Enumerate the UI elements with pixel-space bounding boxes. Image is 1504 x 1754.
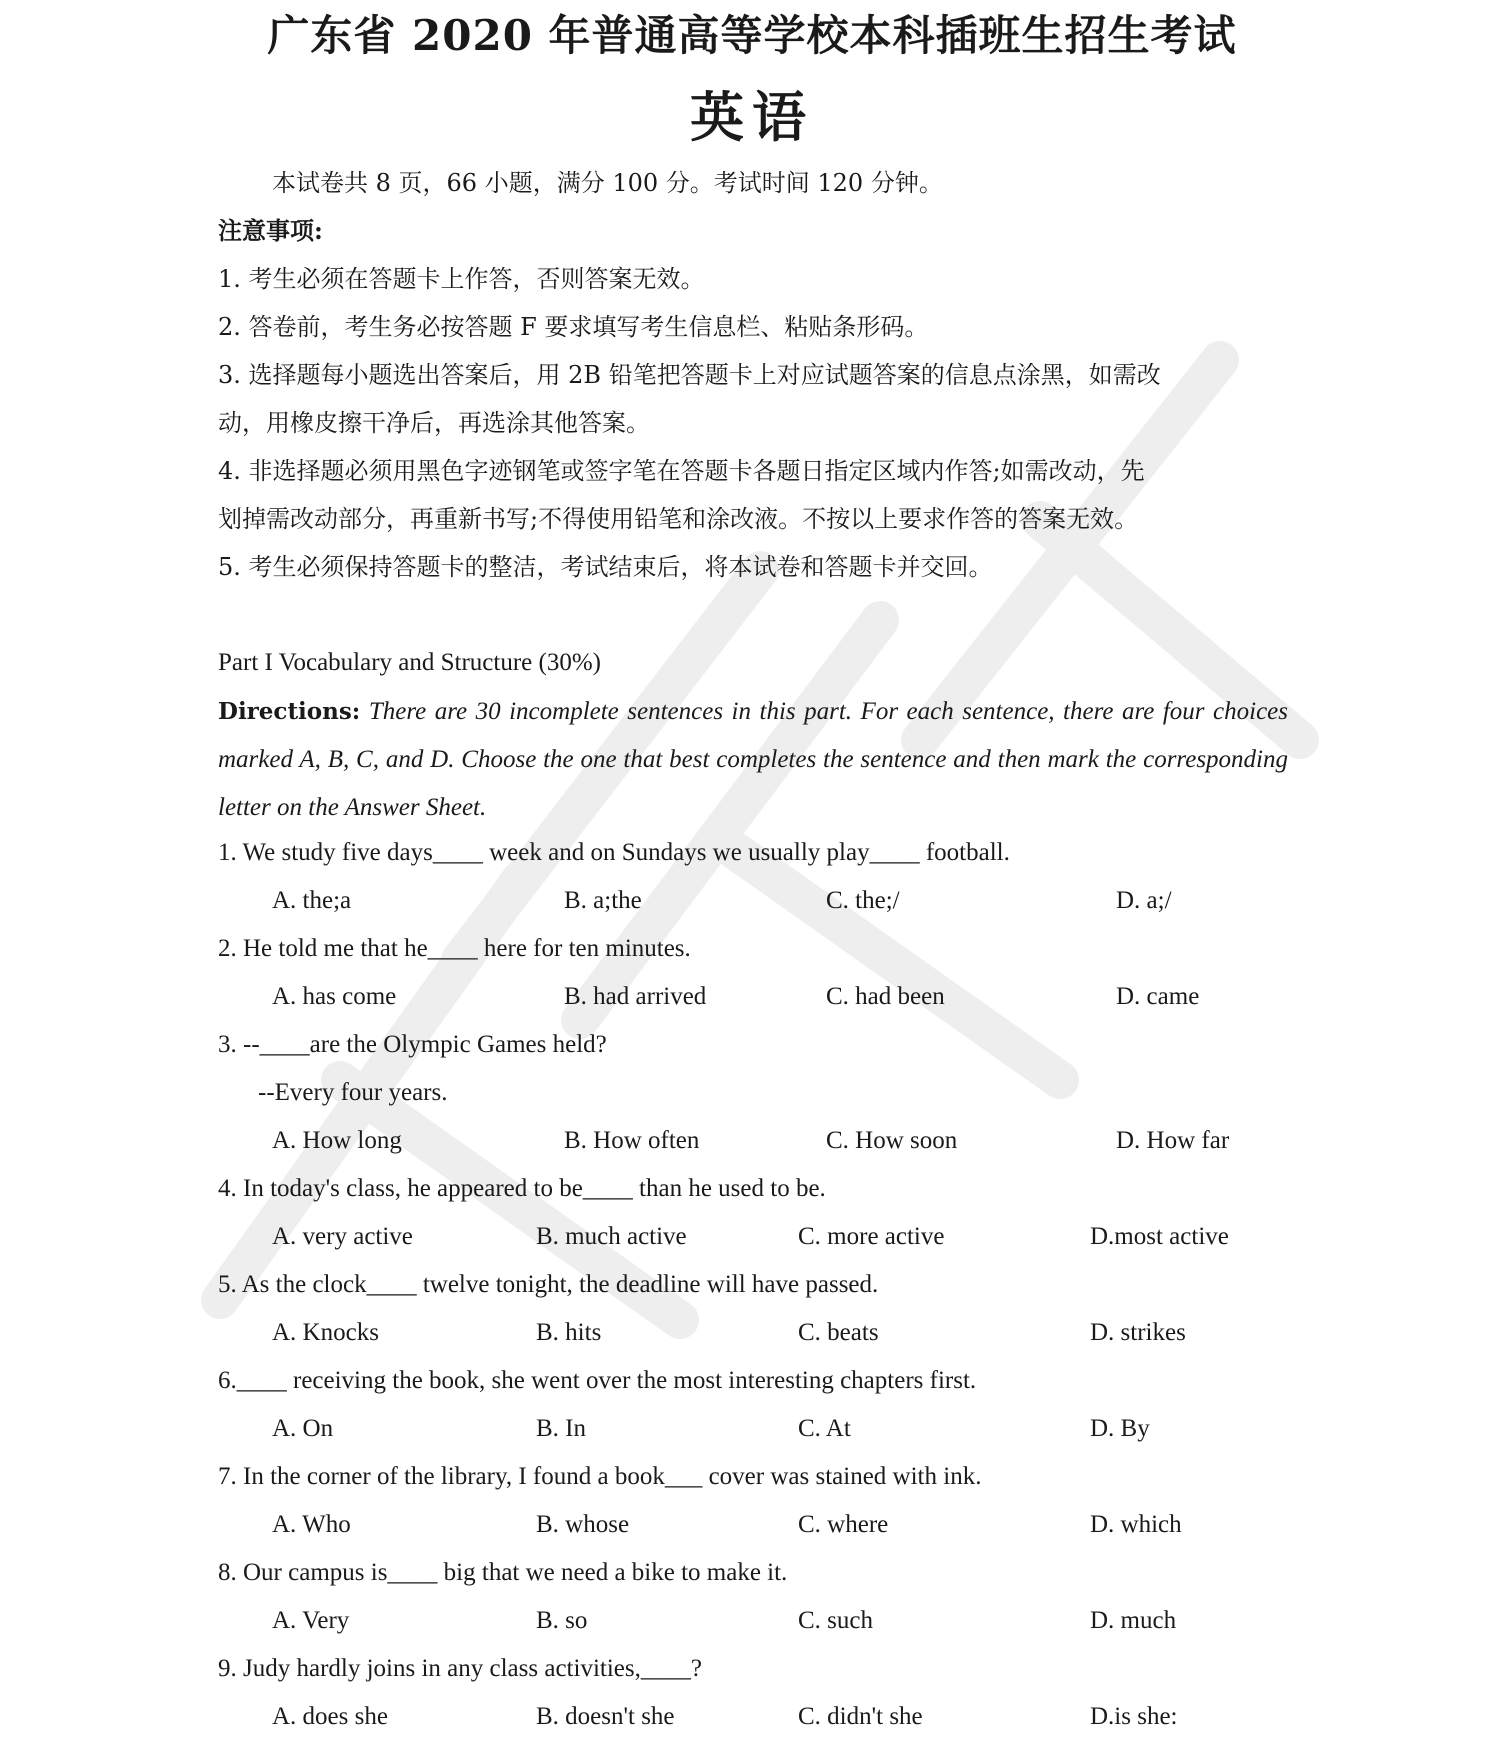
question-stem: 8. Our campus is____ big that we need a bike to make it. [218,1559,788,1586]
option-b: B. had arrived [564,983,707,1010]
notice-line: 4. 非选择题必须用黑色字迹钢笔或签字笔在答题卡各题日指定区域内作答;如需改动，先 [218,457,1145,485]
notice-line: 动，用橡皮擦干净后，再选涂其他答案。 [218,409,650,437]
question-stem: 1. We study five days____ week and on Sundays we usually play____ football. [218,839,1010,866]
option-c: C. had been [826,983,945,1010]
option-b: B. much active [536,1223,687,1250]
option-a: A. the;a [272,887,352,914]
option-b: B. How often [564,1127,700,1154]
option-b: B. hits [536,1319,602,1346]
option-d: D. strikes [1090,1319,1186,1346]
exam-intro: 本试卷共 8 页，66 小题，满分 100 分。考试时间 120 分钟。 [272,169,943,197]
option-b: B. whose [536,1511,630,1538]
option-d: D. a;/ [1116,887,1172,914]
question-stem: 4. In today's class, he appeared to be____ than he used to be. [218,1175,826,1202]
option-d: D. came [1116,983,1200,1010]
exam-title: 广东省 2020 年普通高等学校本科插班生招生考试 [267,11,1237,60]
option-a: A. Very [272,1607,350,1634]
notice-line: 3. 选择题每小题选出答案后，用 2B 铅笔把答题卡上对应试题答案的信息点涂黑，如需改 [218,361,1161,389]
notice-line: 2. 答卷前，考生务必按答题 F 要求填写考生信息栏、粘贴条形码。 [218,313,929,341]
option-d: D.is she: [1090,1703,1178,1730]
question-reply: --Every four years. [258,1079,448,1106]
directions [218,688,1288,832]
option-a: A. On [272,1415,334,1442]
notice-line: 5. 考生必须保持答题卡的整洁，考试结束后，将本试卷和答题卡并交回。 [218,553,993,581]
directions-text: There are 30 incomplete sentences in this part. For each sentence, there are four choices marked A, B, C, and D. Choose the one that best completes the sentence and then mark the corresponding letter on the Answer Sheet. [218,698,1289,821]
option-a: A. has come [272,983,397,1010]
question-stem: 2. He told me that he____ here for ten minutes. [218,935,691,962]
directions-label: Directions: [218,698,361,725]
option-b: B. In [536,1415,586,1442]
option-b: B. a;the [564,887,642,914]
exam-subject: 英语 [690,85,814,149]
question-stem: 5. As the clock____ twelve tonight, the deadline will have passed. [218,1271,879,1298]
option-c: C. the;/ [826,887,900,914]
option-c: C. How soon [826,1127,958,1154]
notice-line: 1. 考生必须在答题卡上作答，否则答案无效。 [218,265,705,293]
option-c: C. more active [798,1223,945,1250]
notice-line: 划掉需改动部分，再重新书写;不得使用铅笔和涂改液。不按以上要求作答的答案无效。 [218,505,1139,533]
option-d: D. which [1090,1511,1182,1538]
question-stem: 6.____ receiving the book, she went over the most interesting chapters first. [218,1367,977,1394]
option-c: C. At [798,1415,851,1442]
option-d: D. much [1090,1607,1177,1634]
question-stem: 3. --____are the Olympic Games held? [218,1031,607,1058]
option-a: A. very active [272,1223,413,1250]
question-stem: 9. Judy hardly joins in any class activities,____? [218,1655,702,1682]
part-heading: Part I Vocabulary and Structure (30%) [218,649,601,676]
option-c: C. where [798,1511,889,1538]
option-b: B. so [536,1607,588,1634]
option-d: D. By [1090,1415,1150,1442]
option-b: B. doesn't she [536,1703,675,1730]
option-a: A. Knocks [272,1319,379,1346]
option-c: C. didn't she [798,1703,923,1730]
option-c: C. such [798,1607,873,1634]
question-stem: 7. In the corner of the library, I found a book___ cover was stained with ink. [218,1463,982,1490]
option-a: A. does she [272,1703,388,1730]
option-c: C. beats [798,1319,879,1346]
option-a: A. Who [272,1511,351,1538]
notice-heading: 注意事项: [218,216,323,245]
option-d: D. How far [1116,1127,1230,1154]
option-a: A. How long [272,1127,402,1154]
option-d: D.most active [1090,1223,1229,1250]
